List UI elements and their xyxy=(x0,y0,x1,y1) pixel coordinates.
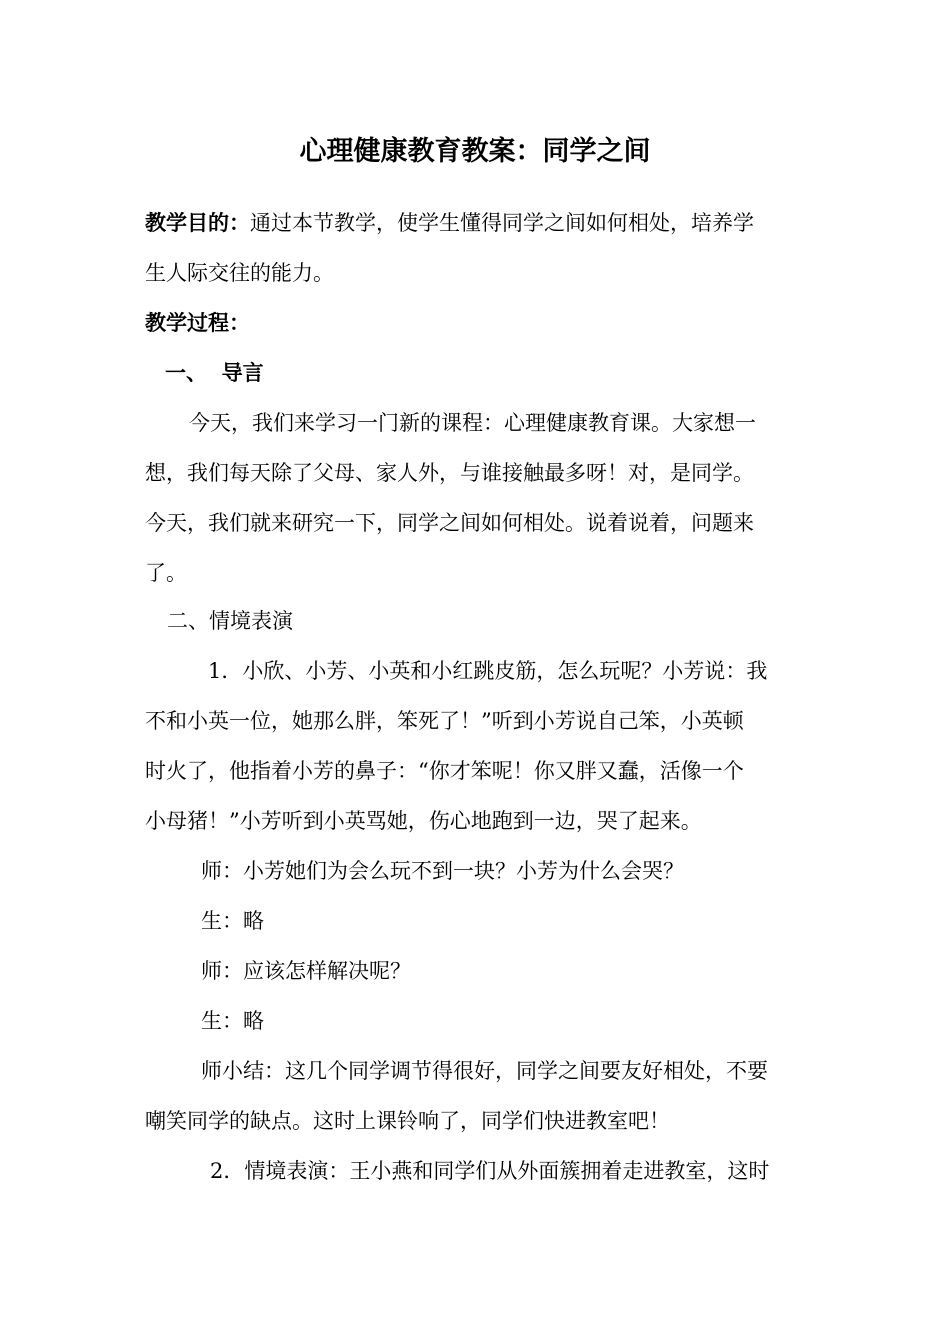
scene1-line-2: 不和小英一位，她那么胖，笨死了！”听到小芳说自己笨，小英顿 xyxy=(145,709,744,733)
summary-line-1: 师小结：这几个同学调节得很好，同学之间要友好相处，不要 xyxy=(201,1059,768,1083)
process-label: 教学过程： xyxy=(145,310,250,335)
scene1-line-3: 时火了，他指着小芳的鼻子：“你才笨呢！你又胖又蠢，活像一个 xyxy=(145,759,744,783)
summary-line-2: 嘲笑同学的缺点。这时上课铃响了，同学们快进教室吧！ xyxy=(145,1109,670,1133)
objective-line-2: 生人际交往的能力。 xyxy=(145,261,334,285)
scene1-line-1: 1．小欣、小芳、小英和小红跳皮筋，怎么玩呢？小芳说：我 xyxy=(208,659,768,683)
intro-paragraph-line-1: 今天，我们来学习一门新的课程：心理健康教育课。大家想一 xyxy=(189,411,756,435)
section-heading-roleplay: 二、情境表演 xyxy=(167,609,293,633)
dialog-student-answer-2: 生：略 xyxy=(201,1009,264,1033)
scene2-line-1: 2．情境表演：王小燕和同学们从外面簇拥着走进教室，这时 xyxy=(210,1159,770,1183)
objective-label: 教学目的： xyxy=(145,210,250,235)
objective-text: 通过本节教学，使学生懂得同学之间如何相处，培养学 xyxy=(250,211,754,235)
intro-paragraph-line-3: 今天，我们就来研究一下，同学之间如何相处。说着说着，问题来 xyxy=(145,511,754,535)
scene1-line-4: 小母猪！”小芳听到小英骂她，伤心地跑到一边，哭了起来。 xyxy=(145,809,702,833)
intro-paragraph-line-4: 了。 xyxy=(145,561,187,585)
dialog-teacher-question-1: 师：小芳她们为会么玩不到一块？小芳为什么会哭？ xyxy=(201,859,684,883)
dialog-student-answer-1: 生：略 xyxy=(201,909,264,933)
objective-line-1 xyxy=(145,208,754,238)
section-heading-intro: 一、 导言 xyxy=(165,360,264,385)
intro-paragraph-line-2: 想，我们每天除了父母、家人外，与谁接触最多呀！对，是同学。 xyxy=(145,461,754,485)
page-title: 心理健康教育教案：同学之间 xyxy=(299,136,651,167)
dialog-teacher-question-2: 师：应该怎样解决呢？ xyxy=(201,959,411,983)
